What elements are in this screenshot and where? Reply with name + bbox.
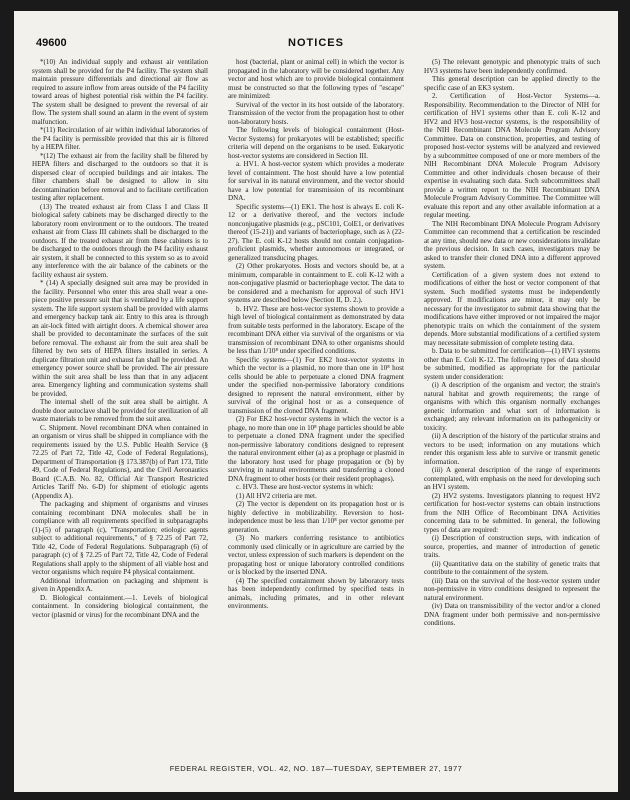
paragraph: Additional information on packaging and shipment is given in Appendix A. (32, 576, 208, 593)
paragraph: (iii) A general description of the range of experiments contemplated, with emphasis on the need for developing such an HV1 system. (424, 466, 600, 491)
paragraph: host (bacterial, plant or animal cell) in which the vector is propagated in the laboratory will be considered together. Any vector and host which are to provide biological containment must be constructed so that the following types of "escape" are minimized: (228, 58, 404, 100)
column-right (424, 58, 600, 754)
paragraph: *(12) The exhaust air from the facility shall be filtered by HEPA filters and discharged to the outdoors so that it is dispersed clear of occupied buildings and air intakes. The filter chambers shall be designed to allow in situ decontamination before removal and to facilitate certification testing after replacement. (32, 151, 208, 202)
paragraph: (13) The treated exhaust air from Class I and Class II biological safety cabinets may be discharged directly to the laboratory room environment or to the outdoors. The treated exhaust air from Class III cabinets shall be discharged to the outdoors. If the treated exhaust air from these cabinets is to be discharged to the outdoors through the P4 facility exhaust air system, it shall be connected to this system so as to avoid any interference with the air balance of the cabinets or the facility exhaust air system. (32, 202, 208, 279)
paragraph: The following levels of biological containment (Host-Vector Systems) for prokaryotes will be established; specific criteria will depend on the organisms to be used. Eukaryotic host-vector systems are considered in Section III. (228, 126, 404, 160)
paragraph: This general description can be applied directly to the specific case of an EK3 system. (424, 75, 600, 92)
paragraph: (iv) Data on transmissibility of the vector and/or a cloned DNA fragment under both permissive and non-permissive conditions. (424, 602, 600, 627)
page-number: 49600 (36, 37, 67, 49)
page-footer: FEDERAL REGISTER, VOL. 42, NO. 187—TUESDAY, SEPTEMBER 27, 1977 (169, 764, 463, 773)
column-middle (228, 58, 404, 754)
paragraph: c. HV3. These are host-vector systems in which: (236, 483, 374, 491)
document-page (14, 11, 618, 792)
paragraph: (ii) A description of the history of the particular strains and vectors to be used; information on any mutations which render this organism less able to survive or transmit genetic information. (424, 432, 600, 466)
paragraph: Certification of a given system does not extend to modifications of either the host or vector component of that system. Such modified systems must be independently approved. If modifications are minor, it may only be necessary for the investigator to submit data showing that the modifications have either improved or not impaired the major phenotypic traits on which the containment of the system depends. More substantial modifications of a certified system may necessitate submission of complete testing data. (424, 270, 600, 347)
paragraph: D. Biological containment.—1. Levels of biological containment. In considering biological containment, the vector (plasmid or virus) for the recombinant DNA and the (32, 593, 208, 619)
paragraph: b. Data to be submitted for certification—(1) HV1 systems other than E. Coli K-12. The following types of data should be submitted, modified as appropriate for the particular system under consideration: (424, 347, 600, 381)
paragraph: * (14) A specially designed suit area may be provided in the facility. Personnel who enter this area shall wear a one-piece positive pressure suit that is ventilated by a life support system. The life support system shall be provided with alarms and emergency backup tank air. Entry to this area is through an air-lock fitted with airtight doors. A chemical shower area shall be provided to decontaminate the surfaces of the suit before removal. The exhaust air from the suit area shall be filtered by two sets of HEPA filters installed in series. A duplicate filtration unit and exhaust fan shall be provided. An emergency power source shall be provided. The air pressure within the suit area shall be less than that in any adjacent area. Emergency lighting and communication systems shall be provided. (32, 279, 208, 398)
paragraph: The packaging and shipment of organisms and viruses containing recombinant DNA molecules shall be in compliance with all requirements specified in subparagraphs (1)-(5) of paragraph (c), "Transportation; etiologic agents subject to additional requirements," of § 72.25 of Part 72, Title 42, Code of Federal Regulations. Subparagraph (6) of paragraph (c) of § 72.25 of Part 72, Title 42, Code of Federal Regulations shall apply to the shipment of all viable host and vector organisms which require P4 physical containment. (32, 500, 208, 576)
paragraph: Specific systems—(1) For EK2 host-vector systems in which the vector is a plasmid, no more than one in 10⁸ host cells should be able to perpetuate a cloned DNA fragment under the specified non-permissive laboratory conditions designed to represent the natural environment, either by survival of the original host or as a consequence of transmission of the cloned DNA fragment. (228, 355, 404, 415)
paragraph: (2) The vector is dependent on its propagation host or is highly defective in mobilizability. Reversion to host-independence must be less than 1/10⁸ per vector genome per generation. (228, 500, 404, 534)
paragraph: (5) The relevant genotypic and phenotypic traits of such HV3 systems have been independently confirmed. (424, 58, 600, 75)
paragraph: Survival of the vector in its host outside of the laboratory. Transmission of the vector from the propagation host to other non-laboratory hosts. (228, 100, 404, 126)
paragraph: The internal shell of the suit area shall be airtight. A double door autoclave shall be provided for sterilization of all waste materials to be removed from the suit area. (32, 398, 208, 423)
paragraph: a. HV1. A host-vector system which provides a moderate level of containment. The host should have a low potential for survival in its natural environment, and the vector should have a low potential for transmission of its recombinant DNA. (228, 160, 404, 202)
paragraph: Specific systems—(1) EK1. The host is always E. coli K-12 or a derivative thereof, and the vectors include nonconjugative plasmids (e.g., pSC101, ColE1, or derivatives thereof (15-21)) and variants of bacteriophage, such as λ (22-27). The E. coli K-12 hosts should not contain conjugation-proficient plasmids, whether autonomous or integrated, or generalized transducing phages. (228, 202, 404, 262)
paragraph: *(10) An individual supply and exhaust air ventilation system shall be provided for the P4 facility. The system shall maintain pressure differentials and directional air flow as required to assure inflow from areas outside of the P4 facility toward areas of highest potential risk within the P4 facility. The system shall be designed to prevent the reversal of air flow. The system shall sound an alarm in the event of system malfunction. (32, 58, 208, 126)
section-title: NOTICES (288, 37, 344, 49)
paragraph: *(11) Recirculation of air within individual laboratories of the P4 facility is permissible provided that this air is filtered by a HEPA filter. (32, 126, 208, 151)
paragraph: (iii) Data on the survival of the host-vector system under non-permissive in vitro conditions designed to represent the natural environment. (424, 576, 600, 602)
paragraph: b. HV2. These are host-vector systems shown to provide a high level of biological containment as demonstrated by data from suitable tests performed in the laboratory. Escape of the recombinant DNA either via survival of the organisms or via transmission of recombinant DNA to other organisms should be less than 1/10⁸ under specified conditions. (228, 304, 404, 355)
paragraph: (i) A description of the organism and vector; the strain's natural habitat and growth requirements; the range of organisms with which this organism normally exchanges genetic information and what sort of information is exchanged; any relevant information on its pathogenicity or toxicity. (424, 381, 600, 432)
paragraph: (i) Description of construction steps, with indication of source, properties, and manner of introduction of genetic traits. (424, 534, 600, 559)
paragraph: (1) All HV2 criteria are met. (236, 491, 317, 500)
paragraph: (2) HV2 systems. Investigators planning to request HV2 certification for host-vector systems can obtain instructions from the NIH Office of Recombinant DNA Activities concerning data to be submitted. In general, the following types of data are required: (424, 491, 600, 534)
paragraph: C. Shipment. Novel recombinant DNA when contained in an organism or virus shall be shipped in compliance with the requirements issued by the U.S. Public Health Service (§ 72.25 of Part 72, Title 42, Code of Federal Regulations), Department of Transportation (§ 173.387(b) of Part 173, Title 49, Code of Federal Regulations), and the Civil Aeronautics Board (C.A.B. No. 82, Official Air Transport Restricted Articles Tariff No. 6-D) for shipment of etiologic agents (Appendix A). (32, 423, 208, 500)
paragraph: 2. Certification of Host-Vector Systems—a. Responsibility. Recommendation to the Director of NIH for certification of HV1 systems other than E. coli K-12 and HV2 and HV3 host-vector systems, is the responsibility of the NIH Recombinant DNA Molecule Program Advisory Committee. Data on construction, properties, and testing of proposed host-vector systems will be analyzed and reviewed by a subcommittee composed of one or more members of the NIH Recombinant DNA Molecule Program Advisory Committee and other individuals chosen because of their expertise in evaluating such data. Such subcommittees shall provide a written report to the NIH Recombinant DNA Molecule Program Advisory Committee. The Committee will evaluate this report and any other available information at a regular meeting. (424, 92, 600, 219)
paragraph: (2) Other prokaryotes. Hosts and vectors should be, at a minimum, comparable in containment to E. coli K-12 with a non-conjugative plasmid or bacteriophage vector. The data to be considered and a mechanism for approval of such HV1 systems are described below (Section II, D. 2.). (228, 262, 404, 304)
paragraph: (ii) Quantitative data on the stability of genetic traits that contribute to the containment of the system. (424, 559, 600, 576)
paragraph: (4) The specified containment shown by laboratory tests has been independently confirmed by specified tests in animals, including primates, and in other relevant environments. (228, 576, 404, 610)
paragraph: (3) No markers conferring resistance to antibiotics commonly used clinically or in agriculture are carried by the vector, unless expression of such markers is dependent on the propagating host or unique laboratory controlled conditions or is blocked by the inserted DNA. (228, 534, 404, 576)
paragraph: The NIH Recombinant DNA Molecule Program Advisory Committee can recommend that a certification be rescinded at any time, should new data or new considerations invalidate the previous decision. In such cases, investigators may be asked to transfer their cloned DNA into a different approved system. (424, 219, 600, 270)
column-left (32, 58, 208, 754)
paragraph: (2) For EK2 host-vector systems in which the vector is a phage, no more than one in 10⁸ phage particles should be able to perpetuate a cloned DNA fragment under the specified non-permissive laboratory conditions designed to represent the natural environment either (a) as a prophage or plasmid in the laboratory host used for phage propagation or (b) by surviving in natural environments and transferring a cloned DNA fragment to other hosts (or their resident prophages). (228, 415, 404, 483)
